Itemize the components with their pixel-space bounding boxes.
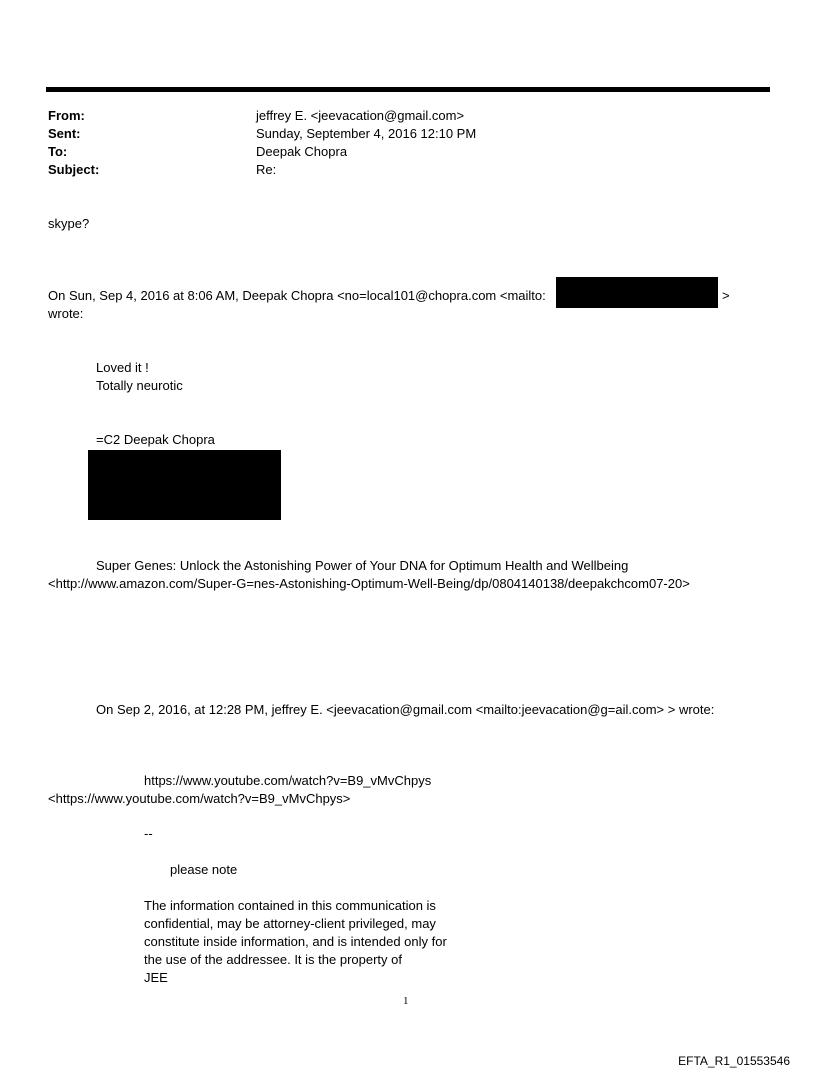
from-value: jeffrey E. <jeevacation@gmail.com> (256, 108, 465, 123)
sent-value: Sunday, September 4, 2016 12:10 PM (256, 126, 477, 141)
sent-label: Sent: (48, 126, 81, 141)
signature-name: =C2 Deepak Chopra (96, 432, 215, 447)
to-row (48, 143, 748, 161)
signature-separator: -- (144, 826, 153, 841)
subject-label: Subject: (48, 162, 100, 177)
page-number: 1 (403, 995, 409, 1007)
from-label: From: (48, 108, 85, 123)
reply-text: skype? (48, 216, 90, 231)
subject-value: Re: (256, 162, 277, 177)
quote1-header-end: > (722, 288, 730, 303)
disclaimer-line: the use of the addressee. It is the property of (144, 952, 402, 967)
loved-text: Loved it ! (96, 360, 149, 375)
subject-row (48, 161, 748, 179)
disclaimer-line: confidential, may be attorney-client privileged, may (144, 916, 436, 931)
quote2-header: On Sep 2, 2016, at 12:28 PM, jeffrey E. <jeevacation@gmail.com <mailto:jeevacation@g=ail.com> > wrote: (96, 702, 715, 717)
quote1-header-line1: On Sun, Sep 4, 2016 at 8:06 AM, Deepak Chopra <no=local101@chopra.com <mailto: (48, 288, 546, 303)
redaction-box (556, 277, 718, 308)
disclaimer-line: The information contained in this communication is (144, 898, 436, 913)
youtube-link-bracketed[interactable]: <https://www.youtube.com/watch?v=B9_vMvChpys> (48, 791, 351, 806)
to-label: To: (48, 144, 68, 159)
to-value: Deepak Chopra (256, 144, 348, 159)
book-link[interactable]: <http://www.amazon.com/Super-G=nes-Astonishing-Optimum-Well-Being/dp/0804140138/deepakchcom07-20> (48, 576, 690, 591)
sent-row (48, 125, 748, 143)
youtube-link[interactable]: https://www.youtube.com/watch?v=B9_vMvChpys (144, 773, 432, 788)
disclaimer-line: JEE (144, 970, 168, 985)
quote1-header-line2: wrote: (48, 306, 84, 321)
bates-number: EFTA_R1_01553546 (678, 1054, 790, 1068)
from-row (48, 107, 748, 125)
neurotic-text: Totally neurotic (96, 378, 183, 393)
book-title: Super Genes: Unlock the Astonishing Power of Your DNA for Optimum Health and Wellbeing (96, 558, 629, 573)
redaction-box (88, 450, 281, 520)
disclaimer-line: constitute inside information, and is intended only for (144, 934, 447, 949)
header-rule (46, 87, 770, 92)
please-note-text: please note (170, 862, 238, 877)
